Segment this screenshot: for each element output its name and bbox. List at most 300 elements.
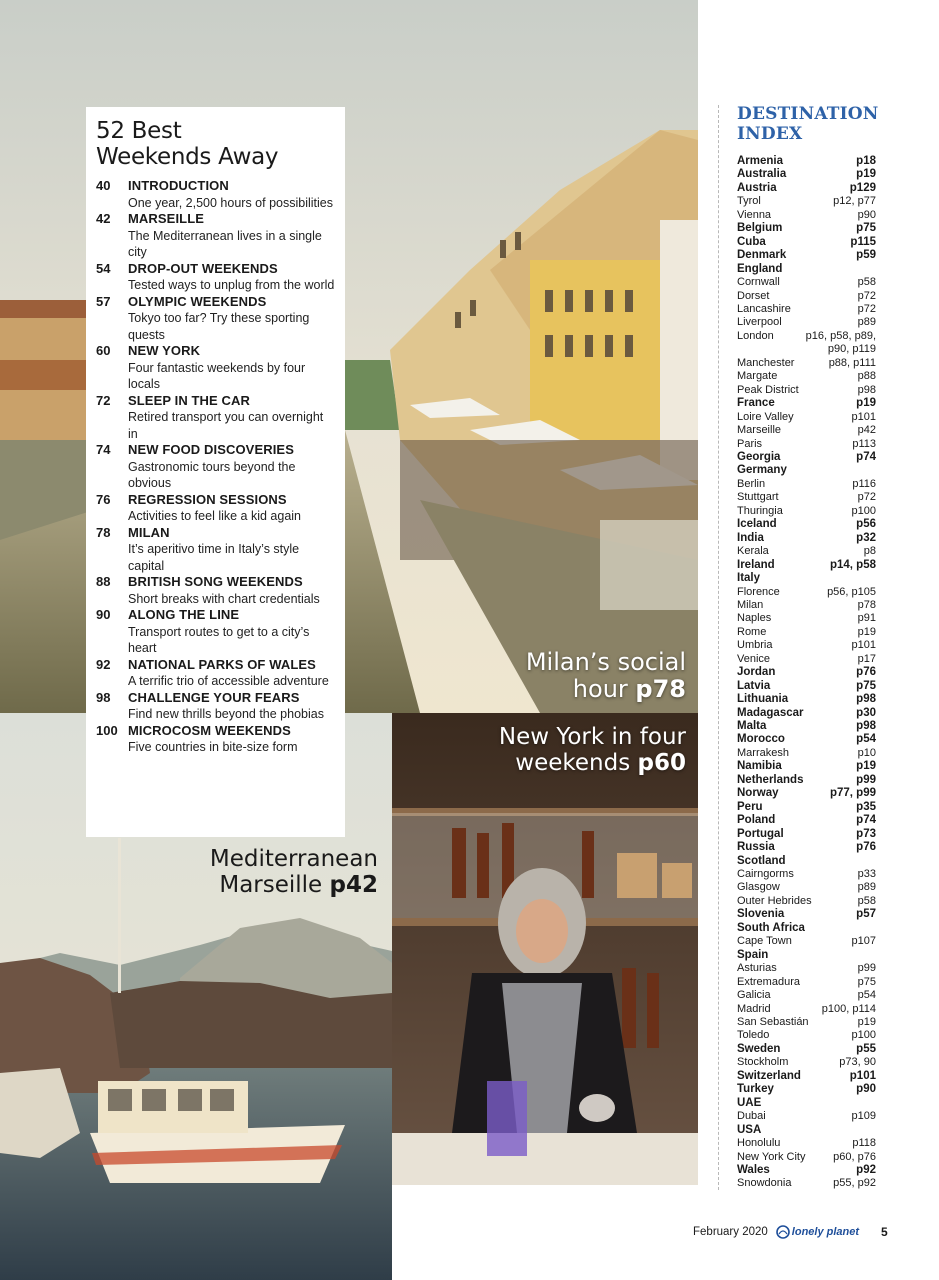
index-entry-name: New York City [737, 1150, 806, 1163]
index-entry-pages: p55 [856, 1042, 876, 1055]
index-country-row [737, 155, 876, 168]
index-entry-name: Galicia [737, 989, 771, 1002]
index-entry-pages: p77, p99 [829, 787, 876, 800]
contents-item [96, 178, 335, 211]
index-entry-pages: p75 [857, 975, 876, 988]
index-entry-pages: p10 [857, 746, 876, 759]
contents-item-desc: Four fantastic weekends by four locals [128, 360, 306, 391]
index-place-row [737, 1029, 876, 1042]
index-entry-name: Sweden [737, 1042, 781, 1055]
contents-item [96, 393, 335, 443]
index-entry-pages: p100 [851, 1029, 876, 1042]
marseille-caption-line2: Marseille [219, 871, 323, 898]
index-entry-name: Cairngorms [737, 868, 794, 881]
index-entry-pages: p101 [851, 410, 876, 423]
contents-item-page: 42 [96, 211, 111, 226]
index-place-row [737, 962, 876, 975]
contents-item-desc: One year, 2,500 hours of possibilities [128, 195, 333, 210]
page-footer [693, 1222, 888, 1242]
index-entry-name: Ireland [737, 558, 775, 571]
marseille-caption [210, 847, 378, 899]
index-entry-name: Netherlands [737, 773, 804, 786]
index-entry-pages: p72 [857, 289, 876, 302]
contents-list [96, 178, 335, 756]
index-country-row [737, 680, 876, 693]
index-place-row [737, 639, 876, 652]
index-entry-name: Malta [737, 720, 767, 733]
index-title-line1: DESTINATION [737, 104, 879, 124]
index-title-line2: INDEX [737, 124, 803, 144]
index-entry-name: Portugal [737, 827, 784, 840]
globe-icon [776, 1225, 790, 1239]
contents-item-body [128, 393, 335, 443]
index-entry-name: Rome [737, 625, 767, 638]
index-entry-pages: p98 [856, 720, 876, 733]
contents-item-page: 98 [96, 689, 111, 705]
index-entry-pages: p90, p119 [827, 343, 876, 356]
index-entry-name: San Sebastián [737, 1016, 809, 1028]
index-place-row [737, 1110, 876, 1123]
index-entry-name: Venice [737, 652, 771, 665]
index-entry-pages: p92 [856, 1163, 876, 1176]
contents-item-title: OLYMPIC WEEKENDS [128, 293, 267, 309]
contents-item [96, 607, 335, 657]
index-country-row [737, 828, 876, 841]
index-entry-name: India [737, 531, 764, 544]
index-place-row [737, 505, 876, 518]
index-country-row [737, 908, 876, 921]
index-entry-pages: p98 [857, 383, 876, 396]
contents-item-desc: Activities to feel like a kid again [128, 509, 302, 523]
contents-item-body [128, 211, 335, 261]
milan-caption-page: p78 [635, 675, 686, 704]
index-entry-name: South Africa [737, 921, 805, 934]
index-country-row [737, 572, 876, 585]
contents-item [96, 657, 335, 690]
index-entry-name: Armenia [737, 155, 784, 167]
contents-item-page: 90 [96, 607, 111, 622]
contents-item-desc: Gastronomic tours beyond the obvious [128, 459, 296, 490]
index-entry-name: Latvia [737, 679, 771, 692]
contents-item-desc: Tokyo too far? Try these sporting quests [128, 311, 310, 342]
contents-item-desc: Tested ways to unplug from the world [128, 278, 335, 292]
contents-item-page: 100 [96, 722, 118, 738]
index-entry-name: Scotland [737, 854, 786, 867]
newyork-caption [392, 725, 686, 777]
index-entry-name: Slovenia [737, 908, 785, 921]
index-entry-pages: p75 [856, 222, 876, 235]
index-entry-name: Asturias [737, 962, 777, 975]
index-entry-name: Vienna [737, 208, 772, 221]
index-place-row [737, 653, 876, 666]
index-entry-name: Margate [737, 370, 778, 383]
index-entry-name: Stuttgart [737, 491, 779, 504]
index-entry-pages: p89 [857, 316, 876, 329]
index-entry-pages: p88 [857, 370, 876, 383]
index-country-row [737, 1083, 876, 1096]
index-entry-pages: p73, 90 [839, 1056, 876, 1069]
contents-item-page: 57 [96, 293, 111, 309]
index-place-row [737, 976, 876, 989]
newyork-bar-photo [392, 713, 698, 1185]
index-entry-name: Tyrol [737, 195, 761, 208]
index-entry-pages: p19 [857, 1016, 876, 1028]
index-entry-pages: p89 [857, 881, 876, 894]
index-entry-pages: p100, p114 [821, 1002, 876, 1015]
index-entry-name: Milan [737, 598, 764, 611]
index-country-row [737, 922, 876, 935]
contents-item [96, 690, 335, 723]
index-entry-name: Namibia [737, 760, 782, 773]
contents-item-body [128, 343, 335, 393]
index-entry-pages: p8 [863, 545, 876, 558]
index-place-row [737, 491, 876, 504]
index-entry-name: Kerala [737, 545, 769, 558]
contents-item [96, 492, 335, 525]
index-country-row [737, 464, 876, 477]
newyork-caption-line2: weekends [515, 749, 631, 776]
contents-item-title: NATIONAL PARKS OF WALES [128, 656, 316, 672]
index-country-row [737, 1124, 876, 1137]
marseille-caption-line1: Mediterranean [209, 846, 378, 872]
index-entry-pages: p16, p58, p89, [805, 329, 876, 342]
index-entry-pages: p58 [857, 276, 876, 289]
newyork-caption-page: p60 [637, 749, 686, 776]
index-country-row [737, 236, 876, 249]
contents-item-body [128, 178, 335, 211]
index-country-row [737, 949, 876, 962]
index-country-row [737, 518, 876, 531]
contents-item-body [128, 492, 335, 525]
index-entry-name: Cornwall [737, 276, 780, 289]
contents-item-page: 78 [96, 524, 111, 540]
index-place-row [737, 612, 876, 625]
index-divider [718, 105, 719, 1190]
contents-panel [86, 107, 345, 837]
index-entry-name: Marrakesh [737, 746, 789, 759]
index-place-row [737, 881, 876, 894]
index-entry-name: Madrid [737, 1002, 771, 1015]
milan-caption [526, 649, 686, 703]
contents-item-body [128, 657, 335, 690]
index-place-row [737, 747, 876, 760]
contents-item-page: 60 [96, 343, 111, 358]
index-entry-name: France [737, 397, 775, 410]
contents-item-desc: Short breaks with chart credentials [128, 591, 320, 606]
index-country-row [737, 222, 876, 235]
index-place-row [737, 209, 876, 222]
contents-item-body [128, 607, 335, 657]
index-entry-name: Stockholm [737, 1056, 789, 1069]
index-entry-pages: p56, p105 [827, 585, 876, 598]
index-place-row [737, 343, 876, 356]
index-entry-pages: p72 [857, 491, 876, 504]
index-entry-pages: p59 [856, 249, 876, 262]
milan-caption-line1: Milan’s social [525, 648, 686, 677]
index-entry-pages: p19 [856, 760, 876, 773]
index-entry-name: Snowdonia [737, 1177, 792, 1190]
index-entry-pages: p100 [851, 504, 876, 517]
index-place-row [737, 276, 876, 289]
index-country-row [737, 532, 876, 545]
index-entry-pages: p90 [856, 1083, 876, 1096]
index-entry-pages: p32 [856, 531, 876, 544]
contents-item-page: 40 [96, 178, 111, 193]
index-entry-name: Paris [737, 437, 763, 450]
index-entry-pages: p90 [857, 208, 876, 221]
lonely-planet-logo-text: lonely planet [791, 1226, 860, 1238]
index-entry-pages: p99 [856, 773, 876, 786]
index-entry-pages: p19 [857, 625, 876, 638]
index-entry-name: Austria [737, 181, 777, 194]
index-place-row [737, 586, 876, 599]
index-country-row [737, 1043, 876, 1056]
marseille-caption-page: p42 [329, 871, 378, 898]
index-entry-name: Liverpool [737, 316, 782, 329]
contents-item [96, 261, 335, 294]
index-entry-name: Belgium [737, 222, 783, 235]
index-place-row [737, 1056, 876, 1069]
index-place-row [737, 357, 876, 370]
index-place-row [737, 626, 876, 639]
index-country-row [737, 707, 876, 720]
index-entry-pages: p98 [856, 693, 876, 706]
index-entry-pages: p57 [856, 908, 876, 921]
index-entry-pages: p76 [856, 666, 876, 679]
index-entry-pages: p42 [857, 424, 876, 437]
contents-item [96, 294, 335, 344]
index-entry-name: Madagascar [737, 706, 804, 719]
index-entry-name: Georgia [737, 450, 781, 463]
index-place-row [737, 1151, 876, 1164]
index-entry-name: Extremadura [737, 975, 800, 988]
index-entry-pages: p14, p58 [829, 558, 876, 571]
index-country-row [737, 249, 876, 262]
index-entry-pages: p116 [852, 477, 876, 490]
index-entry-pages: p115 [850, 235, 876, 248]
index-entry-name: Outer Hebrides [737, 894, 812, 907]
index-entry-pages: p73 [856, 827, 876, 840]
index-place-row [737, 424, 876, 437]
index-entry-pages: p74 [856, 450, 876, 463]
contents-item-page: 74 [96, 442, 111, 457]
index-entry-name: Dubai [737, 1110, 766, 1123]
index-country-row [737, 1164, 876, 1177]
index-country-row [737, 814, 876, 827]
index-entry-name: UAE [737, 1096, 762, 1109]
contents-item-desc: It’s aperitivo time in Italy’s style capital [128, 542, 300, 573]
contents-item-body [128, 294, 335, 344]
index-country-row [737, 397, 876, 410]
index-entry-name: Cuba [737, 235, 766, 248]
contents-item-title: MILAN [128, 524, 170, 540]
index-entry-pages: p18 [856, 155, 876, 167]
index-entry-pages: p113 [852, 437, 876, 450]
contents-item-title: BRITISH SONG WEEKENDS [128, 574, 303, 589]
index-entry-name: Berlin [737, 477, 766, 490]
index-entry-name: Australia [737, 168, 787, 181]
index-entry-name: Lancashire [737, 302, 791, 315]
index-place-row [737, 330, 876, 343]
contents-item-desc: Transport routes to get to a city’s heart [128, 624, 310, 655]
contents-item [96, 723, 335, 756]
index-entry-pages: p76 [856, 841, 876, 854]
contents-item-page: 88 [96, 574, 111, 589]
contents-title [96, 118, 335, 170]
index-place-row [737, 290, 876, 303]
index-country-row [737, 855, 876, 868]
index-place-row [737, 989, 876, 1002]
index-entry-name: Manchester [737, 356, 795, 369]
index-country-row [737, 841, 876, 854]
destination-index [737, 104, 879, 1191]
index-entry-name: England [737, 262, 783, 275]
contents-item [96, 211, 335, 261]
contents-item-title: ALONG THE LINE [128, 607, 240, 622]
index-country-row [737, 263, 876, 276]
index-entry-name: Marseille [737, 424, 782, 437]
contents-item-title: SLEEP IN THE CAR [128, 392, 250, 408]
index-place-row [737, 478, 876, 491]
contents-item-desc: The Mediterranean lives in a single city [128, 228, 322, 259]
contents-item-title: MICROCOSM WEEKENDS [128, 722, 291, 738]
index-entry-pages: p55, p92 [833, 1177, 876, 1190]
index-entry-name: Dorset [737, 289, 770, 302]
contents-item-title: CHALLENGE YOUR FEARS [128, 689, 300, 705]
index-entry-name: Russia [737, 841, 775, 854]
index-country-row [737, 760, 876, 773]
contents-item-page: 54 [96, 260, 111, 276]
index-entry-pages: p19 [856, 397, 876, 410]
index-list [737, 155, 876, 1191]
index-entry-name: Umbria [737, 639, 773, 652]
contents-title-line1: 52 Best [96, 118, 182, 144]
index-entry-name: Toledo [737, 1029, 770, 1042]
contents-item-page: 92 [96, 656, 111, 672]
index-country-row [737, 559, 876, 572]
index-entry-pages: p99 [857, 962, 876, 975]
index-place-row [737, 935, 876, 948]
index-place-row [737, 438, 876, 451]
index-entry-name: Florence [737, 585, 780, 598]
index-entry-pages: p56 [856, 518, 876, 531]
index-title [737, 104, 879, 144]
index-place-row [737, 195, 876, 208]
index-place-row [737, 316, 876, 329]
contents-item [96, 525, 335, 575]
index-country-row [737, 1097, 876, 1110]
contents-item [96, 343, 335, 393]
index-entry-pages: p118 [852, 1137, 876, 1150]
index-entry-name: Morocco [737, 733, 785, 746]
index-entry-name: Switzerland [737, 1069, 801, 1082]
index-place-row [737, 411, 876, 424]
contents-item-desc: A terrific trio of accessible adventure [128, 674, 329, 688]
contents-item [96, 574, 335, 607]
index-entry-pages: p109 [851, 1110, 876, 1123]
index-entry-pages: p101 [851, 639, 876, 652]
index-entry-pages: p101 [849, 1069, 876, 1082]
index-entry-pages: p60, p76 [833, 1150, 876, 1163]
index-entry-pages: p74 [856, 814, 876, 827]
index-entry-pages: p19 [856, 168, 876, 181]
index-country-row [737, 168, 876, 181]
index-country-row [737, 733, 876, 746]
index-country-row [737, 693, 876, 706]
index-country-row [737, 666, 876, 679]
index-place-row [737, 1003, 876, 1016]
contents-item [96, 442, 335, 492]
index-entry-name: Wales [737, 1163, 770, 1176]
milan-caption-line2: hour [572, 675, 628, 704]
index-entry-name: Honolulu [737, 1137, 781, 1150]
lonely-planet-logo [776, 1225, 859, 1239]
index-place-row [737, 303, 876, 316]
index-entry-pages: p91 [857, 612, 876, 625]
index-place-row [737, 370, 876, 383]
contents-item-body [128, 574, 335, 607]
contents-item-desc: Five countries in bite-size form [128, 740, 298, 754]
index-entry-name: Peru [737, 800, 763, 813]
index-place-row [737, 1177, 876, 1190]
index-entry-name: USA [737, 1123, 762, 1136]
index-entry-name: Turkey [737, 1083, 774, 1096]
contents-item-title: REGRESSION SESSIONS [128, 491, 287, 507]
contents-item-page: 72 [96, 392, 111, 408]
index-place-row [737, 545, 876, 558]
index-entry-name: Italy [737, 572, 761, 585]
index-entry-pages: p129 [849, 181, 876, 194]
contents-item-body [128, 261, 335, 294]
contents-item-body [128, 525, 335, 575]
index-entry-name: Spain [737, 948, 769, 961]
index-place-row [737, 1137, 876, 1150]
contents-item-title: NEW FOOD DISCOVERIES [128, 442, 294, 457]
index-entry-pages: p54 [856, 733, 876, 746]
index-entry-name: Denmark [737, 249, 787, 262]
index-place-row [737, 384, 876, 397]
index-country-row [737, 720, 876, 733]
index-country-row [737, 787, 876, 800]
contents-item-body [128, 723, 335, 756]
index-entry-name: Glasgow [737, 881, 780, 894]
contents-item-page: 76 [96, 491, 111, 507]
contents-title-line2: Weekends Away [96, 144, 279, 170]
index-country-row [737, 182, 876, 195]
footer-date: February 2020 [693, 1226, 768, 1238]
index-entry-name: Peak District [737, 383, 799, 396]
index-entry-pages: p72 [857, 302, 876, 315]
index-entry-name: Poland [737, 814, 776, 827]
index-entry-name: Lithuania [737, 693, 789, 706]
index-entry-pages: p107 [851, 935, 876, 948]
contents-item-title: NEW YORK [128, 343, 201, 358]
contents-item-desc: Retired transport you can overnight in [128, 410, 324, 441]
index-entry-pages: p35 [856, 800, 876, 813]
index-entry-name: Norway [737, 787, 779, 800]
index-place-row [737, 599, 876, 612]
index-entry-pages: p78 [857, 598, 876, 611]
index-entry-name: Jordan [737, 666, 776, 679]
index-entry-name: Germany [737, 464, 787, 477]
contents-item-title: INTRODUCTION [128, 178, 229, 193]
index-entry-name: Cape Town [737, 935, 792, 948]
index-entry-pages: p17 [857, 652, 876, 665]
index-country-row [737, 801, 876, 814]
index-entry-pages: p75 [856, 679, 876, 692]
index-entry-pages: p33 [857, 868, 876, 881]
index-country-row [737, 451, 876, 464]
